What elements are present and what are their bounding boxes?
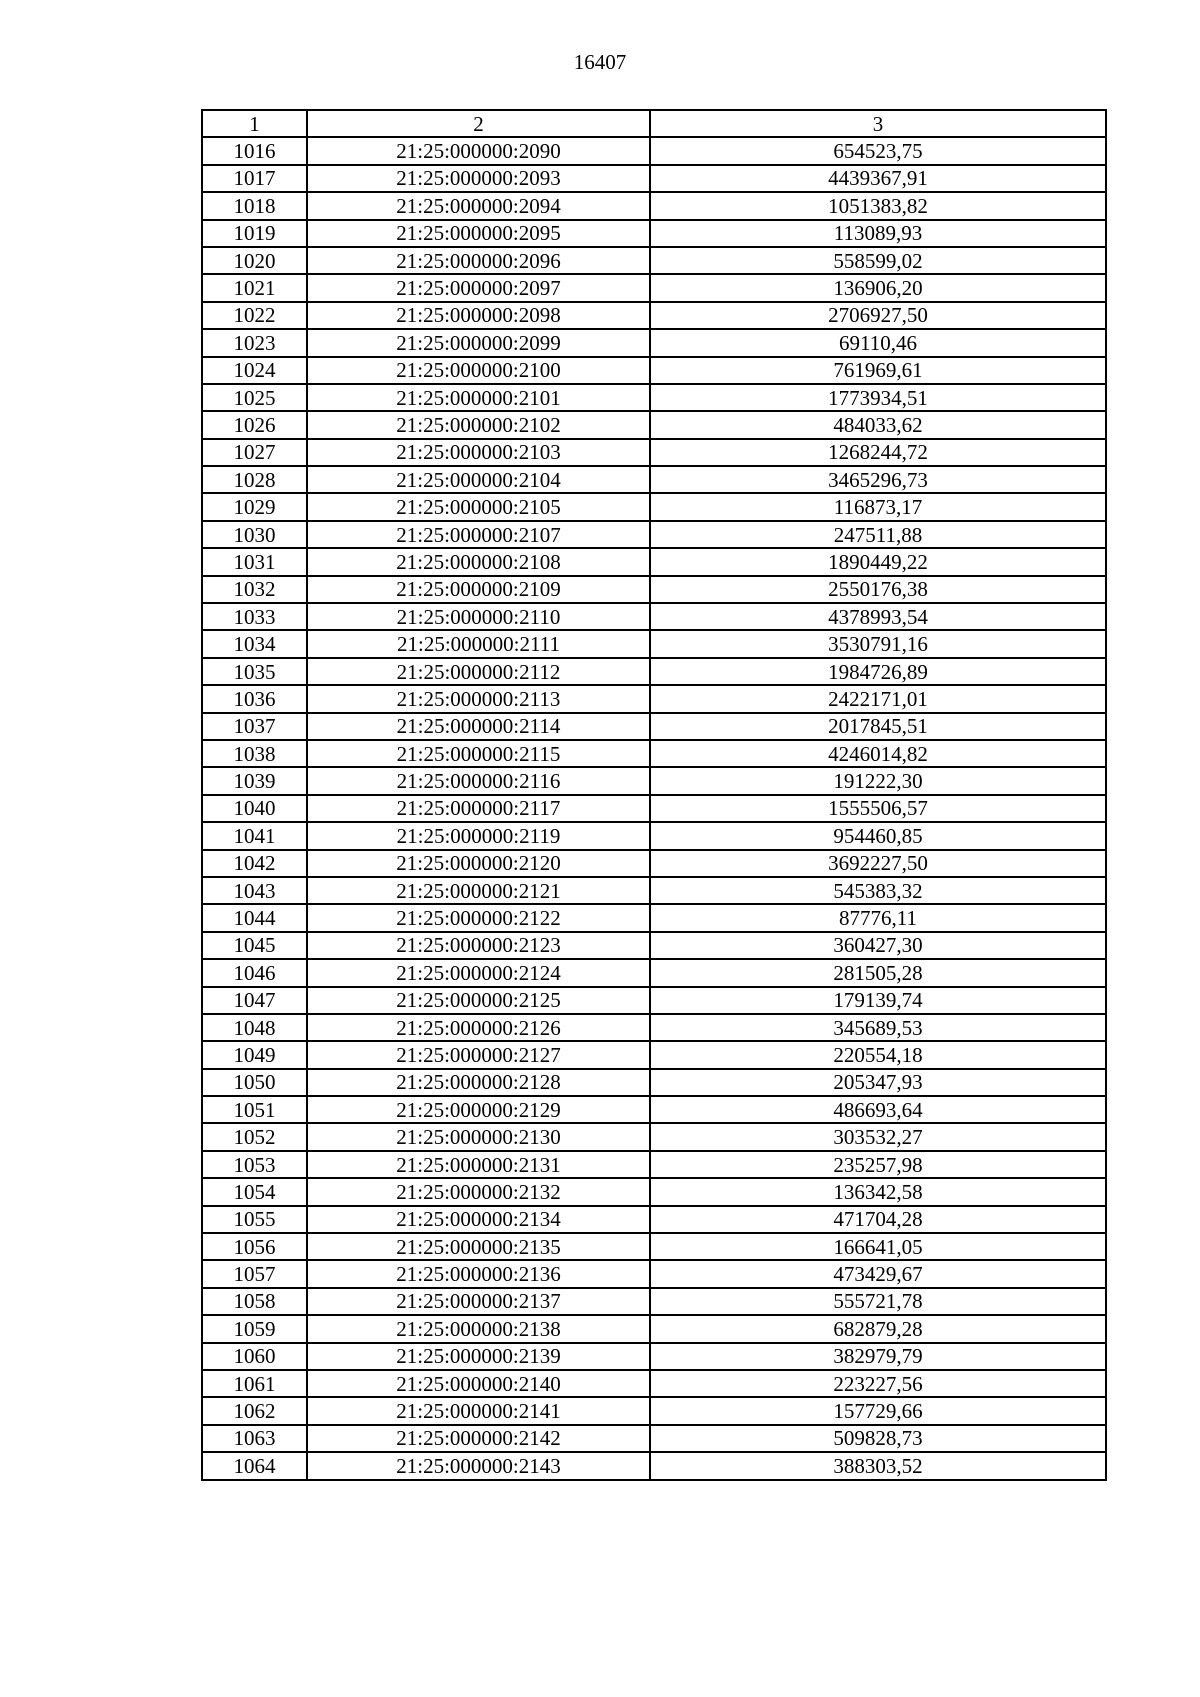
row-number-cell: 1029: [202, 493, 307, 520]
row-number-cell: 1018: [202, 192, 307, 219]
value-cell: 345689,53: [650, 1014, 1106, 1041]
table-row: [202, 1233, 1106, 1260]
cadastral-number-cell: 21:25:000000:2098: [307, 302, 650, 329]
column-header-1: 1: [202, 110, 307, 137]
cadastral-number-cell: 21:25:000000:2102: [307, 411, 650, 438]
table-row: [202, 384, 1106, 411]
table-row: [202, 1096, 1106, 1123]
row-number-cell: 1021: [202, 274, 307, 301]
cadastral-number-cell: 21:25:000000:2140: [307, 1370, 650, 1397]
table-row: [202, 274, 1106, 301]
cadastral-number-cell: 21:25:000000:2105: [307, 493, 650, 520]
value-cell: 486693,64: [650, 1096, 1106, 1123]
row-number-cell: 1045: [202, 932, 307, 959]
table-row: [202, 850, 1106, 877]
value-cell: 303532,27: [650, 1123, 1106, 1150]
table-row: [202, 767, 1106, 794]
value-cell: 220554,18: [650, 1041, 1106, 1068]
column-header-3: 3: [650, 110, 1106, 137]
table-row: [202, 220, 1106, 247]
value-cell: 682879,28: [650, 1315, 1106, 1342]
row-number-cell: 1033: [202, 603, 307, 630]
row-number-cell: 1035: [202, 658, 307, 685]
value-cell: 205347,93: [650, 1069, 1106, 1096]
value-cell: 235257,98: [650, 1151, 1106, 1178]
table-row: [202, 329, 1106, 356]
table-row: [202, 658, 1106, 685]
row-number-cell: 1062: [202, 1397, 307, 1424]
table-row: [202, 576, 1106, 603]
row-number-cell: 1020: [202, 247, 307, 274]
cadastral-number-cell: 21:25:000000:2100: [307, 357, 650, 384]
row-number-cell: 1052: [202, 1123, 307, 1150]
value-cell: 87776,11: [650, 904, 1106, 931]
row-number-cell: 1049: [202, 1041, 307, 1068]
cadastral-number-cell: 21:25:000000:2113: [307, 685, 650, 712]
cadastral-number-cell: 21:25:000000:2108: [307, 548, 650, 575]
cadastral-number-cell: 21:25:000000:2126: [307, 1014, 650, 1041]
row-number-cell: 1054: [202, 1178, 307, 1205]
table-row: [202, 1397, 1106, 1424]
row-number-cell: 1037: [202, 713, 307, 740]
cadastral-number-cell: 21:25:000000:2115: [307, 740, 650, 767]
cadastral-number-cell: 21:25:000000:2116: [307, 767, 650, 794]
table-row: [202, 932, 1106, 959]
table-row: [202, 1425, 1106, 1452]
header-row: [202, 110, 1106, 137]
table-row: [202, 603, 1106, 630]
value-cell: 558599,02: [650, 247, 1106, 274]
cadastral-number-cell: 21:25:000000:2132: [307, 1178, 650, 1205]
value-cell: 2706927,50: [650, 302, 1106, 329]
value-cell: 545383,32: [650, 877, 1106, 904]
table-row: [202, 247, 1106, 274]
table-row: [202, 521, 1106, 548]
value-cell: 179139,74: [650, 987, 1106, 1014]
value-cell: 1268244,72: [650, 439, 1106, 466]
value-cell: 281505,28: [650, 959, 1106, 986]
table-row: [202, 1260, 1106, 1287]
value-cell: 1984726,89: [650, 658, 1106, 685]
table-row: [202, 192, 1106, 219]
value-cell: 1890449,22: [650, 548, 1106, 575]
row-number-cell: 1036: [202, 685, 307, 712]
value-cell: 2550176,38: [650, 576, 1106, 603]
cadastral-number-cell: 21:25:000000:2137: [307, 1288, 650, 1315]
value-cell: 3530791,16: [650, 630, 1106, 657]
cadastral-number-cell: 21:25:000000:2103: [307, 439, 650, 466]
value-cell: 157729,66: [650, 1397, 1106, 1424]
table-row: [202, 493, 1106, 520]
row-number-cell: 1060: [202, 1343, 307, 1370]
value-cell: 484033,62: [650, 411, 1106, 438]
value-cell: 3692227,50: [650, 850, 1106, 877]
row-number-cell: 1053: [202, 1151, 307, 1178]
row-number-cell: 1028: [202, 466, 307, 493]
table-row: [202, 795, 1106, 822]
table-row: [202, 1315, 1106, 1342]
table-row: [202, 822, 1106, 849]
row-number-cell: 1031: [202, 548, 307, 575]
row-number-cell: 1064: [202, 1452, 307, 1479]
row-number-cell: 1030: [202, 521, 307, 548]
table-row: [202, 713, 1106, 740]
cadastral-number-cell: 21:25:000000:2129: [307, 1096, 650, 1123]
row-number-cell: 1050: [202, 1069, 307, 1096]
row-number-cell: 1043: [202, 877, 307, 904]
table-row: [202, 1151, 1106, 1178]
row-number-cell: 1034: [202, 630, 307, 657]
value-cell: 954460,85: [650, 822, 1106, 849]
table-row: [202, 1288, 1106, 1315]
value-cell: 69110,46: [650, 329, 1106, 356]
row-number-cell: 1027: [202, 439, 307, 466]
cadastral-number-cell: 21:25:000000:2124: [307, 959, 650, 986]
row-number-cell: 1059: [202, 1315, 307, 1342]
cadastral-number-cell: 21:25:000000:2142: [307, 1425, 650, 1452]
row-number-cell: 1057: [202, 1260, 307, 1287]
row-number-cell: 1042: [202, 850, 307, 877]
value-cell: 166641,05: [650, 1233, 1106, 1260]
value-cell: 4246014,82: [650, 740, 1106, 767]
table-row: [202, 987, 1106, 1014]
table-row: [202, 302, 1106, 329]
row-number-cell: 1048: [202, 1014, 307, 1041]
cadastral-number-cell: 21:25:000000:2114: [307, 713, 650, 740]
value-cell: 471704,28: [650, 1206, 1106, 1233]
row-number-cell: 1026: [202, 411, 307, 438]
row-number-cell: 1032: [202, 576, 307, 603]
row-number-cell: 1046: [202, 959, 307, 986]
table-row: [202, 1123, 1106, 1150]
value-cell: 116873,17: [650, 493, 1106, 520]
row-number-cell: 1051: [202, 1096, 307, 1123]
value-cell: 382979,79: [650, 1343, 1106, 1370]
row-number-cell: 1063: [202, 1425, 307, 1452]
cadastral-number-cell: 21:25:000000:2143: [307, 1452, 650, 1479]
value-cell: 509828,73: [650, 1425, 1106, 1452]
value-cell: 761969,61: [650, 357, 1106, 384]
table-row: [202, 1343, 1106, 1370]
value-cell: 223227,56: [650, 1370, 1106, 1397]
table-row: [202, 1041, 1106, 1068]
cadastral-number-cell: 21:25:000000:2125: [307, 987, 650, 1014]
row-number-cell: 1038: [202, 740, 307, 767]
row-number-cell: 1055: [202, 1206, 307, 1233]
value-cell: 113089,93: [650, 220, 1106, 247]
row-number-cell: 1058: [202, 1288, 307, 1315]
cadastral-number-cell: 21:25:000000:2141: [307, 1397, 650, 1424]
value-cell: 136906,20: [650, 274, 1106, 301]
value-cell: 3465296,73: [650, 466, 1106, 493]
value-cell: 555721,78: [650, 1288, 1106, 1315]
cadastral-number-cell: 21:25:000000:2134: [307, 1206, 650, 1233]
row-number-cell: 1041: [202, 822, 307, 849]
row-number-cell: 1047: [202, 987, 307, 1014]
table-body: [202, 137, 1106, 1479]
value-cell: 1051383,82: [650, 192, 1106, 219]
table-row: [202, 548, 1106, 575]
cadastral-number-cell: 21:25:000000:2119: [307, 822, 650, 849]
cadastral-number-cell: 21:25:000000:2112: [307, 658, 650, 685]
cadastral-number-cell: 21:25:000000:2136: [307, 1260, 650, 1287]
row-number-cell: 1016: [202, 137, 307, 164]
column-header-2: 2: [307, 110, 650, 137]
table-row: [202, 1206, 1106, 1233]
cadastral-number-cell: 21:25:000000:2111: [307, 630, 650, 657]
table-row: [202, 1178, 1106, 1205]
value-cell: 136342,58: [650, 1178, 1106, 1205]
row-number-cell: 1024: [202, 357, 307, 384]
cadastral-number-cell: 21:25:000000:2096: [307, 247, 650, 274]
row-number-cell: 1040: [202, 795, 307, 822]
cadastral-number-cell: 21:25:000000:2128: [307, 1069, 650, 1096]
cadastral-number-cell: 21:25:000000:2139: [307, 1343, 650, 1370]
table-row: [202, 740, 1106, 767]
cadastral-number-cell: 21:25:000000:2120: [307, 850, 650, 877]
row-number-cell: 1023: [202, 329, 307, 356]
table-row: [202, 1014, 1106, 1041]
cadastral-number-cell: 21:25:000000:2095: [307, 220, 650, 247]
cadastral-number-cell: 21:25:000000:2131: [307, 1151, 650, 1178]
cadastral-number-cell: 21:25:000000:2094: [307, 192, 650, 219]
table-row: [202, 877, 1106, 904]
table-row: [202, 904, 1106, 931]
table-row: [202, 685, 1106, 712]
cadastral-number-cell: 21:25:000000:2107: [307, 521, 650, 548]
value-cell: 4378993,54: [650, 603, 1106, 630]
cadastral-number-cell: 21:25:000000:2090: [307, 137, 650, 164]
table-row: [202, 466, 1106, 493]
row-number-cell: 1044: [202, 904, 307, 931]
cadastral-number-cell: 21:25:000000:2097: [307, 274, 650, 301]
table-row: [202, 1370, 1106, 1397]
table-row: [202, 357, 1106, 384]
cadastral-number-cell: 21:25:000000:2135: [307, 1233, 650, 1260]
cadastral-number-cell: 21:25:000000:2127: [307, 1041, 650, 1068]
table-row: [202, 1069, 1106, 1096]
row-number-cell: 1022: [202, 302, 307, 329]
cadastral-number-cell: 21:25:000000:2110: [307, 603, 650, 630]
page-number: 16407: [573, 50, 627, 74]
value-cell: 1773934,51: [650, 384, 1106, 411]
table-row: [202, 630, 1106, 657]
value-cell: 2422171,01: [650, 685, 1106, 712]
cadastral-number-cell: 21:25:000000:2099: [307, 329, 650, 356]
cadastral-number-cell: 21:25:000000:2101: [307, 384, 650, 411]
row-number-cell: 1061: [202, 1370, 307, 1397]
cadastral-number-cell: 21:25:000000:2117: [307, 795, 650, 822]
value-cell: 360427,30: [650, 932, 1106, 959]
row-number-cell: 1056: [202, 1233, 307, 1260]
data-table: [201, 109, 1107, 1481]
row-number-cell: 1025: [202, 384, 307, 411]
value-cell: 4439367,91: [650, 165, 1106, 192]
value-cell: 654523,75: [650, 137, 1106, 164]
table-row: [202, 959, 1106, 986]
value-cell: 2017845,51: [650, 713, 1106, 740]
cadastral-number-cell: 21:25:000000:2123: [307, 932, 650, 959]
value-cell: 473429,67: [650, 1260, 1106, 1287]
value-cell: 388303,52: [650, 1452, 1106, 1479]
row-number-cell: 1017: [202, 165, 307, 192]
table-row: [202, 439, 1106, 466]
row-number-cell: 1039: [202, 767, 307, 794]
value-cell: 1555506,57: [650, 795, 1106, 822]
cadastral-number-cell: 21:25:000000:2109: [307, 576, 650, 603]
row-number-cell: 1019: [202, 220, 307, 247]
cadastral-number-cell: 21:25:000000:2138: [307, 1315, 650, 1342]
table-row: [202, 411, 1106, 438]
table-row: [202, 1452, 1106, 1479]
cadastral-number-cell: 21:25:000000:2130: [307, 1123, 650, 1150]
value-cell: 247511,88: [650, 521, 1106, 548]
cadastral-number-cell: 21:25:000000:2121: [307, 877, 650, 904]
cadastral-number-cell: 21:25:000000:2104: [307, 466, 650, 493]
table-row: [202, 165, 1106, 192]
cadastral-number-cell: 21:25:000000:2093: [307, 165, 650, 192]
table-row: [202, 137, 1106, 164]
value-cell: 191222,30: [650, 767, 1106, 794]
cadastral-number-cell: 21:25:000000:2122: [307, 904, 650, 931]
